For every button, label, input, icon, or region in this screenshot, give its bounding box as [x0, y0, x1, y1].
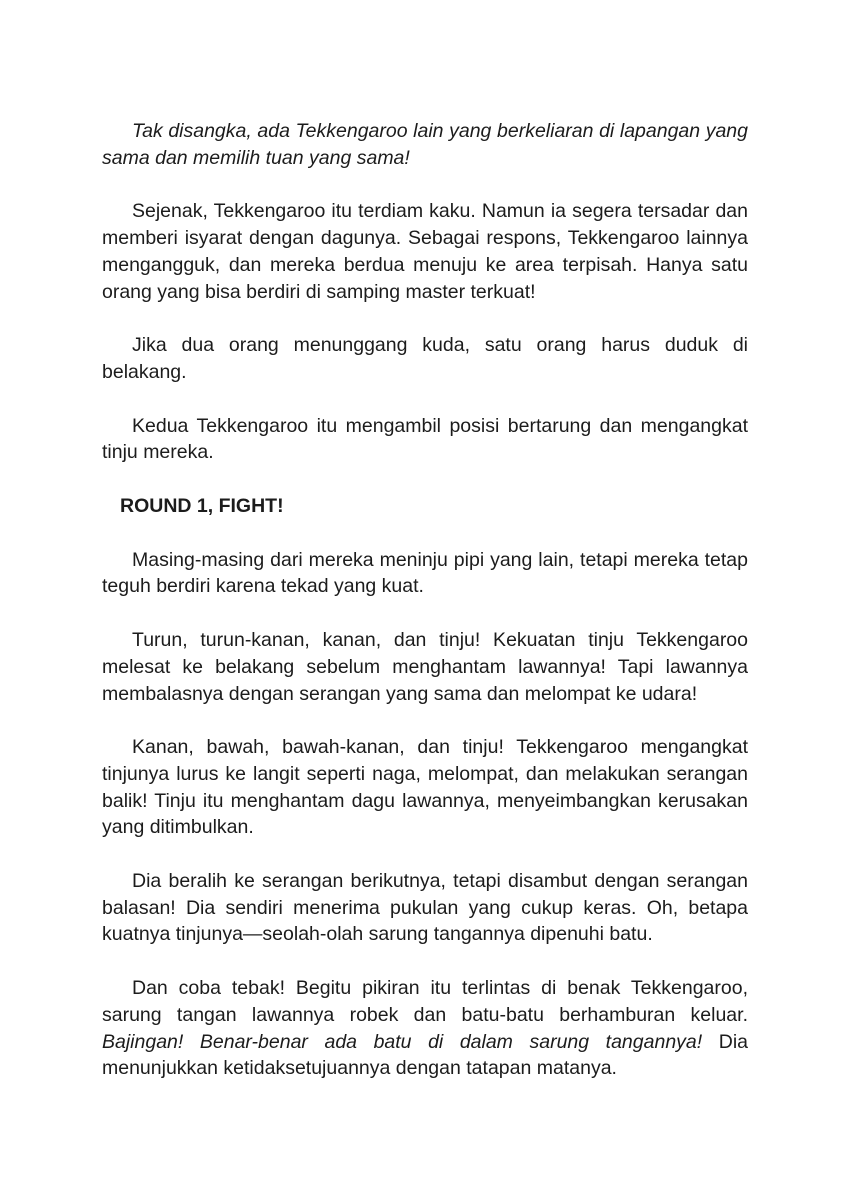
paragraph: [102, 547, 748, 600]
paragraph: [102, 734, 748, 841]
text-run: Turun, turun-kanan, kanan, dan tinju! Kekuatan tinju Tekkengaroo melesat ke belakang sebelum menghantam lawannya! Tapi lawannya membalasnya dengan serangan yang sama dan melompat ke udara!: [102, 629, 748, 705]
text-run: Masing-masing dari mereka meninju pipi yang lain, tetapi mereka tetap teguh berdiri karena tekad yang kuat.: [102, 548, 748, 598]
paragraph: [102, 627, 748, 707]
paragraph: [102, 198, 748, 305]
text-run: Dia menunjukkan ketidaksetujuannya dengan tatapan matanya.: [102, 1030, 748, 1080]
paragraph: [102, 975, 748, 1082]
text-run: Jika dua orang menunggang kuda, satu orang harus duduk di belakang.: [102, 334, 748, 383]
paragraph: [102, 332, 748, 385]
text-block: [102, 118, 748, 1109]
emphasized-text: Bajingan! Benar-benar ada batu di dalam sarung tangannya!: [102, 1030, 703, 1053]
paragraph: [102, 868, 748, 948]
text-run: Kedua Tekkengaroo itu mengambil posisi bertarung dan mengangkat tinju mereka.: [102, 414, 748, 464]
paragraph: [102, 413, 748, 466]
text-run: ROUND 1, FIGHT!: [120, 495, 284, 518]
text-run: Sejenak, Tekkengaroo itu terdiam kaku. Namun ia segera tersadar dan memberi isyarat dengan dagunya. Sebagai respons, Tekkengaroo lainnya mengangguk, dan mereka berdua menuju ke area terpisah. Hanya satu orang yang bisa berdiri di samping master terkuat!: [102, 200, 748, 303]
text-run: Tak disangka, ada Tekkengaroo lain yang berkeliaran di lapangan yang sama dan memilih tuan yang sama!: [102, 120, 748, 169]
section-heading: [102, 493, 748, 520]
text-run: Dia beralih ke serangan berikutnya, tetapi disambut dengan serangan balasan! Dia sendiri menerima pukulan yang cukup keras. Oh, betapa kuatnya tinjunya—seolah-olah sarung tangannya dipenuhi batu.: [102, 870, 748, 946]
text-run: Kanan, bawah, bawah-kanan, dan tinju! Tekkengaroo mengangkat tinjunya lurus ke langit seperti naga, melompat, dan melakukan serangan balik! Tinju itu menghantam dagu lawannya, menyeimbangkan kerusakan yang ditimbulkan.: [102, 736, 748, 839]
paragraph: [102, 118, 748, 171]
text-run: Dan coba tebak! Begitu pikiran itu terlintas di benak Tekkengaroo, sarung tangan lawannya robek dan batu-batu berhamburan keluar.: [102, 977, 748, 1026]
